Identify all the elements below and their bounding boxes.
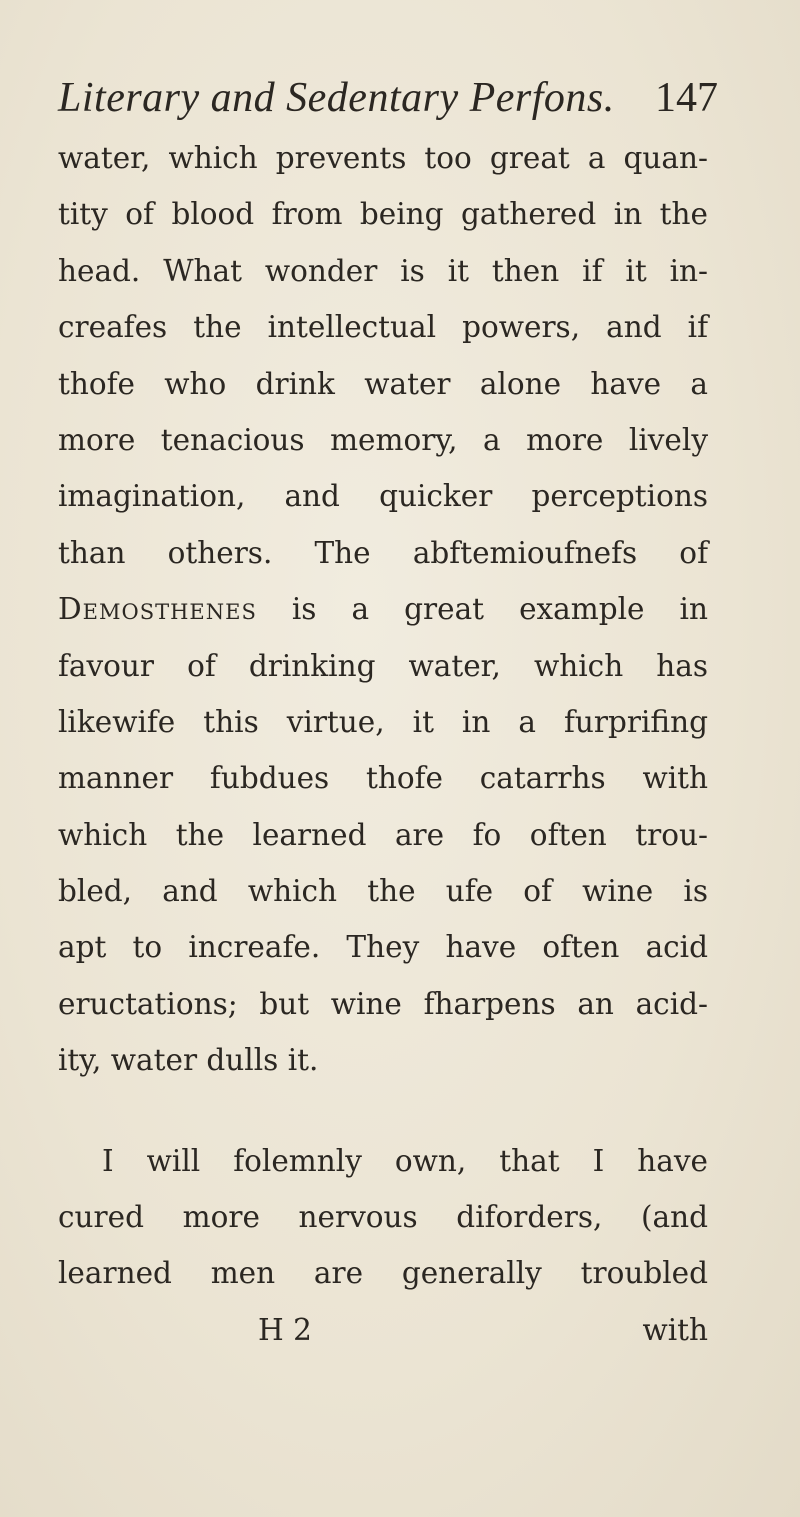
- signature-mark: H 2: [258, 1312, 312, 1347]
- text-line: more tenacious memory, a more lively: [58, 422, 708, 457]
- text-line: bled, and which the ufe of wine is: [58, 874, 708, 909]
- text-fragment: is a great example in: [256, 592, 708, 627]
- page-footer: [58, 1302, 708, 1358]
- text-line: cured more nervous diforders, (and: [58, 1200, 708, 1235]
- text-line: water, which prevents too great a quan-: [58, 141, 708, 175]
- text-line: imagination, and quicker perceptions: [58, 479, 708, 514]
- body-text: [58, 130, 708, 1358]
- text-line: ity, water dulls it.: [58, 1043, 319, 1078]
- text-line: than others. The abftemioufnefs of: [58, 535, 708, 570]
- running-header: [58, 68, 718, 128]
- text-line: apt to increafe. They have often acid: [58, 930, 708, 965]
- text-line: manner fubdues thofe catarrhs with: [58, 761, 708, 796]
- text-line: tity of blood from being gathered in the: [58, 197, 708, 232]
- catchword: with: [642, 1312, 708, 1347]
- page-number: 147: [655, 75, 718, 121]
- text-line: [58, 581, 708, 637]
- text-line: thofe who drink water alone have a: [58, 366, 708, 401]
- text-line: head. What wonder is it then if it in-: [58, 253, 708, 288]
- text-line: I will folemnly own, that I have: [102, 1143, 708, 1178]
- paragraph-gap: [58, 1089, 708, 1133]
- text-line: learned men are generally troubled: [58, 1256, 708, 1291]
- text-line: creafes the intellectual powers, and if: [58, 310, 708, 345]
- text-line: likewife this virtue, it in a furprifing: [58, 704, 708, 739]
- text-line: which the learned are fo often trou-: [58, 817, 708, 852]
- text-line: eructations; but wine fharpens an acid-: [58, 986, 708, 1021]
- running-title: Literary and Sedentary Perfons.: [58, 75, 615, 121]
- text-line: favour of drinking water, which has: [58, 648, 708, 683]
- proper-name: Demosthenes: [58, 592, 257, 627]
